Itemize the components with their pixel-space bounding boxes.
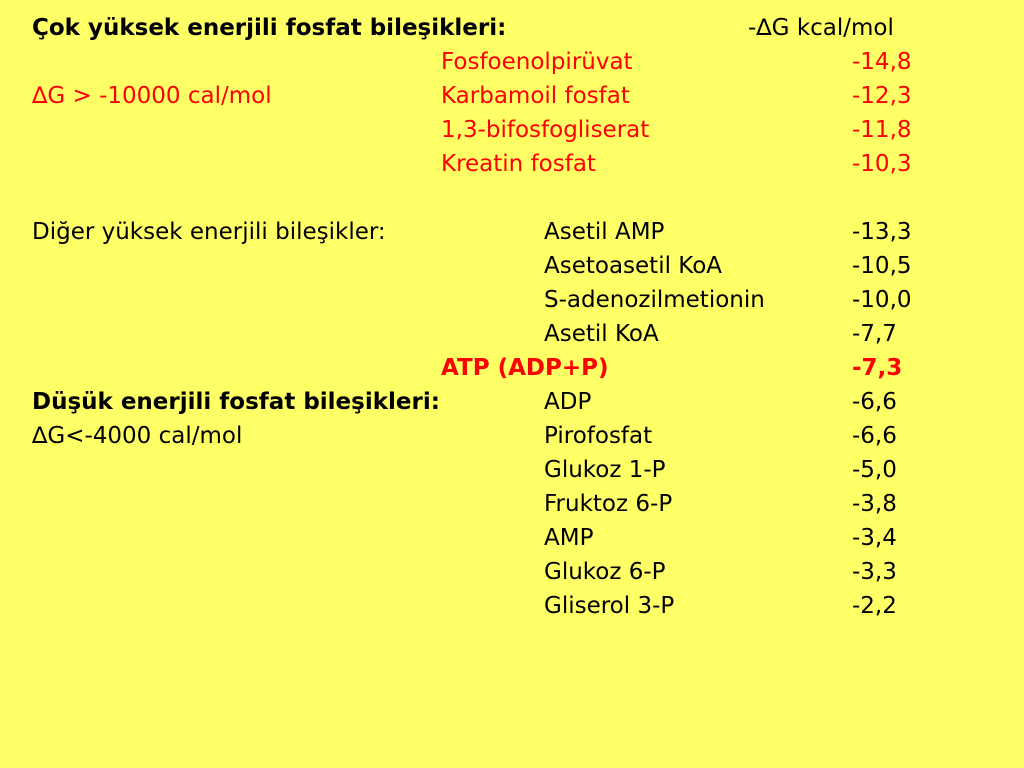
other-high-value-3: -10,0 xyxy=(852,287,912,313)
very-high-name-1: Fosfoenolpirüvat xyxy=(441,49,633,75)
very-high-value-1: -14,8 xyxy=(852,49,912,75)
very-high-name-2: Karbamoil fosfat xyxy=(441,83,630,109)
low-value-3: -5,0 xyxy=(852,457,897,483)
other-high-title: Diğer yüksek enerjili bileşikler: xyxy=(32,219,386,245)
low-name-4: Fruktoz 6-P xyxy=(544,491,673,517)
low-value-5: -3,4 xyxy=(852,525,897,551)
low-value-1: -6,6 xyxy=(852,389,897,415)
very-high-value-4: -10,3 xyxy=(852,151,912,177)
other-high-name-3: S-adenozilmetionin xyxy=(544,287,765,313)
other-high-name-2: Asetoasetil KoA xyxy=(544,253,723,279)
low-name-5: AMP xyxy=(544,525,594,551)
very-high-value-3: -11,8 xyxy=(852,117,912,143)
other-high-name-4: Asetil KoA xyxy=(544,321,659,347)
other-high-name-1: Asetil AMP xyxy=(544,219,665,245)
very-high-title: Çok yüksek enerjili fosfat bileşikleri: xyxy=(32,15,507,41)
very-high-value-2: -12,3 xyxy=(852,83,912,109)
very-high-name-4: Kreatin fosfat xyxy=(441,151,596,177)
other-high-value-2: -10,5 xyxy=(852,253,912,279)
other-high-value-4: -7,7 xyxy=(852,321,897,347)
low-value-7: -2,2 xyxy=(852,593,897,619)
unit-header: -∆G kcal/mol xyxy=(748,15,894,41)
very-high-condition: ∆G > -10000 cal/mol xyxy=(32,83,272,109)
low-name-3: Glukoz 1-P xyxy=(544,457,666,483)
low-value-6: -3,3 xyxy=(852,559,897,585)
low-value-2: -6,6 xyxy=(852,423,897,449)
low-name-6: Glukoz 6-P xyxy=(544,559,666,585)
atp-name: ATP (ADP+P) xyxy=(441,355,609,381)
low-name-2: Pirofosfat xyxy=(544,423,653,449)
atp-value: -7,3 xyxy=(852,355,903,381)
low-value-4: -3,8 xyxy=(852,491,897,517)
other-high-value-1: -13,3 xyxy=(852,219,912,245)
very-high-name-3: 1,3-bifosfogliserat xyxy=(441,117,650,143)
low-name-1: ADP xyxy=(544,389,592,415)
low-condition: ∆G<-4000 cal/mol xyxy=(32,423,243,449)
low-name-7: Gliserol 3-P xyxy=(544,593,675,619)
low-title: Düşük enerjili fosfat bileşikleri: xyxy=(32,389,440,415)
